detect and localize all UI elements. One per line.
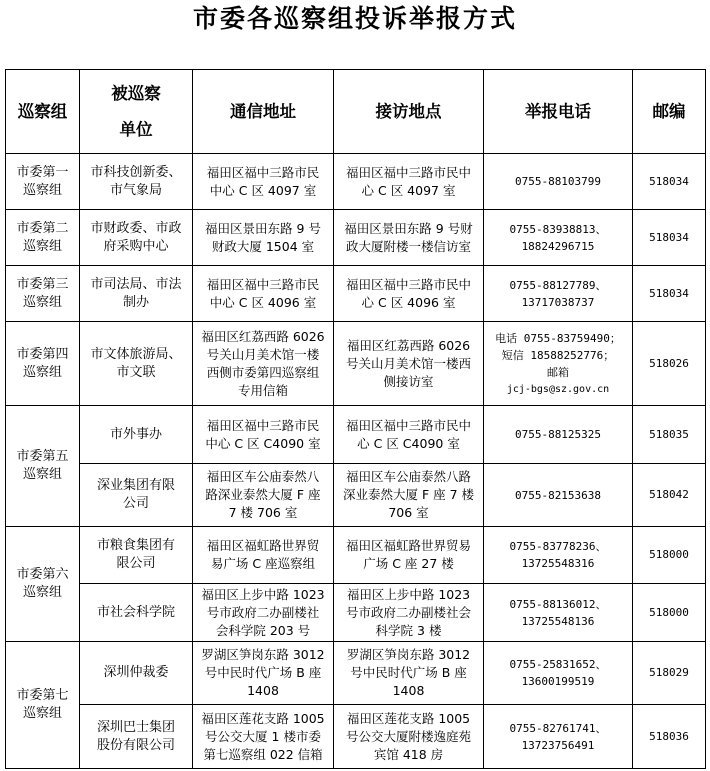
address-cell-line: 号公交大厦 1 楼市委 (205, 728, 321, 744)
table-row (6, 210, 706, 266)
phone-cell-line: 0755-25831652、 (509, 658, 607, 671)
zip-cell: 518034 (633, 210, 706, 266)
address-cell-line: 第七巡察组 022 信箱 (203, 746, 323, 762)
visit-location-cell (334, 464, 484, 527)
address-cell (193, 322, 334, 406)
unit-cell (80, 584, 193, 642)
address-cell (193, 527, 334, 584)
phone-cell (484, 642, 633, 705)
unit-cell (80, 464, 193, 527)
visit-location-cell (334, 154, 484, 210)
table-row (6, 406, 706, 464)
phone-cell-line: 0755-83778236、 (509, 540, 607, 553)
group-name-cell-line: 市委第三 (16, 276, 69, 292)
group-name-cell-line: 市委第六 (16, 567, 69, 582)
visit-location-cell-line: 福田区莲花支路 1005 (346, 710, 471, 726)
visit-location-cell-line: 科学院 3 楼 (375, 622, 442, 638)
address-cell (193, 266, 334, 322)
address-cell-line: 路深业泰然大厦 F 座 (205, 487, 321, 502)
header-visit: 接访地点 (334, 70, 484, 154)
visit-location-cell-line: 心 C 区 C4090 室 (357, 435, 460, 451)
group-name-cell-line: 巡察组 (22, 294, 62, 310)
visit-location-cell-line: 福田区福中三路市民中 (345, 417, 471, 433)
visit-location-cell (334, 406, 484, 464)
table-header-row (6, 70, 706, 154)
group-name-cell-line: 巡察组 (22, 706, 62, 721)
phone-cell-line: 0755-88136012、 (509, 597, 607, 611)
unit-cell-line: 市气象局 (109, 182, 162, 198)
table-row (6, 266, 706, 322)
visit-location-cell-line: 心 C 区 4096 室 (361, 294, 456, 310)
address-cell-line: 1408 (247, 683, 279, 698)
visit-location-cell-line: 1408 (392, 683, 425, 698)
visit-location-cell (334, 527, 484, 584)
visit-location-cell (334, 210, 484, 266)
group-name-cell (6, 527, 80, 642)
unit-cell-line: 限公司 (116, 556, 156, 571)
zip-cell: 518035 (633, 406, 706, 464)
address-cell-line: 号中民时代广场 B 座 (204, 665, 322, 680)
unit-cell-line: 深圳巴士集团 (96, 719, 175, 735)
phone-cell (484, 527, 633, 584)
visit-location-cell-line: 号关山月美术馆一楼西 (345, 355, 471, 371)
header-phone: 举报电话 (484, 70, 633, 154)
address-cell-line: 福田区福虹路世界贸 (206, 538, 320, 553)
unit-cell (80, 210, 193, 266)
visit-location-cell (334, 705, 484, 769)
header-unit-line: 单位 (119, 119, 153, 139)
address-cell-line: 福田区上步中路 1023 (201, 586, 325, 602)
address-cell-line: 中心 C 区 4096 室 (209, 294, 317, 310)
address-cell (193, 584, 334, 642)
visit-location-cell-line: 号市政府二办副楼社会 (345, 604, 471, 620)
address-cell-line: 福田区车公庙泰然八 (206, 469, 320, 484)
phone-cell-line: 0755-88127789、 (509, 278, 607, 292)
visit-location-cell-line: 福田区上步中路 1023 (346, 586, 471, 602)
address-cell (193, 406, 334, 464)
visit-location-cell (334, 584, 484, 642)
phone-cell-line: 13725548136 (521, 614, 595, 628)
zip-cell: 518026 (633, 322, 706, 406)
zip-cell: 518034 (633, 266, 706, 322)
phone-cell (484, 266, 633, 322)
phone-cell (484, 406, 633, 464)
group-name-cell-line: 巡察组 (22, 238, 62, 254)
table-body (6, 154, 706, 769)
phone-cell (484, 464, 633, 527)
unit-cell-line: 市文联 (116, 364, 156, 380)
address-cell-line: 福田区福中三路市民 (206, 276, 320, 292)
zip-cell: 518000 (633, 584, 706, 642)
phone-cell-line: 13717038737 (521, 295, 595, 309)
unit-cell (80, 154, 193, 210)
visit-location-cell-line: 政大厦附楼一楼信访室 (345, 238, 471, 254)
unit-cell-line: 市外事办 (109, 426, 162, 442)
group-name-cell-line: 巡察组 (22, 585, 62, 600)
visit-location-cell-line: 福田区景田东路 9 号财 (344, 220, 473, 236)
address-cell-line: 中心 C 区 4097 室 (209, 182, 317, 198)
visit-location-cell-line: 号中民时代广场 B 座 (350, 665, 467, 680)
phone-cell-line: 0755-88103799 (514, 175, 602, 188)
address-cell-line: 福田区莲花支路 1005 (201, 710, 325, 726)
address-cell-line: 福田区景田东路 9 号 (205, 220, 321, 236)
visit-location-cell-line: 宾馆 418 房 (373, 746, 444, 762)
phone-cell-line: 13725548316 (521, 557, 595, 570)
unit-cell-line: 市科技创新委、 (90, 164, 182, 180)
unit-cell-line: 制办 (122, 294, 149, 310)
address-cell-line: 号市政府二办副楼社 (206, 604, 320, 620)
unit-cell-line: 市财政委、市政 (90, 220, 182, 236)
unit-cell-line: 股份有限公司 (96, 737, 175, 753)
group-name-cell (6, 210, 80, 266)
phone-cell (484, 705, 633, 769)
group-name-cell (6, 266, 80, 322)
phone-cell-line: 邮箱 (547, 365, 569, 379)
visit-location-cell-line: 号公交大厦附楼逸庭苑 (345, 728, 471, 744)
group-name-cell-line: 巡察组 (22, 467, 62, 482)
table-row (6, 642, 706, 705)
address-cell (193, 210, 334, 266)
visit-location-cell-line: 广场 C 座 27 楼 (363, 556, 454, 571)
visit-location-cell-line: 福田区福中三路市民中 (345, 164, 471, 180)
zip-cell: 518029 (633, 642, 706, 705)
address-cell-line: 会科学院 203 号 (215, 622, 311, 638)
address-cell-line: 福田区福中三路市民 (206, 417, 320, 433)
address-cell-line: 号关山月美术馆一楼 (206, 346, 320, 362)
address-cell-line: 中心 C 区 C4090 室 (205, 435, 321, 451)
header-address: 通信地址 (193, 70, 334, 154)
address-cell-line: 福田区红荔西路 6026 (201, 328, 325, 344)
address-cell (193, 705, 334, 769)
visit-location-cell (334, 266, 484, 322)
unit-cell-line: 府采购中心 (103, 238, 169, 254)
unit-cell (80, 642, 193, 705)
zip-cell: 518000 (633, 527, 706, 584)
inspection-contact-table (5, 69, 706, 769)
address-cell-line: 罗湖区笋岗东路 3012 (201, 647, 325, 662)
zip-cell: 518042 (633, 464, 706, 527)
address-cell-line: 专用信箱 (237, 382, 288, 398)
group-name-cell-line: 市委第四 (16, 346, 69, 362)
group-name-cell-line: 市委第一 (16, 164, 69, 180)
visit-location-cell-line: 心 C 区 4097 室 (361, 182, 456, 198)
visit-location-cell-line: 深业泰然大厦 F 座 7 楼 (342, 487, 475, 502)
page-title: 市委各巡察组投诉举报方式 (192, 4, 517, 33)
header-unit-line: 被巡察 (111, 83, 161, 103)
unit-cell (80, 266, 193, 322)
unit-cell-line: 公司 (122, 496, 149, 511)
phone-cell (484, 154, 633, 210)
address-cell-line: 7 楼 706 室 (228, 505, 298, 520)
table-row (6, 527, 706, 584)
email-address: jcj-bgs@sz.gov.cn (506, 383, 610, 395)
phone-cell (484, 210, 633, 266)
visit-location-cell-line: 罗湖区笋岗东路 3012 (346, 647, 471, 662)
visit-location-cell-line: 侧接访室 (383, 373, 434, 389)
visit-location-cell-line: 福田区福中三路市民中 (345, 276, 471, 292)
table-row (6, 322, 706, 406)
address-cell-line: 易广场 C 座巡察组 (210, 556, 316, 571)
address-cell-line: 西侧市委第四巡察组 (206, 364, 320, 380)
unit-cell (80, 705, 193, 769)
unit-cell-line: 市粮食集团有 (96, 538, 175, 553)
visit-location-cell-line: 福田区车公庙泰然八路 (345, 469, 471, 484)
address-cell (193, 464, 334, 527)
unit-cell-line: 市文体旅游局、 (90, 346, 182, 362)
group-name-cell-line: 市委第七 (16, 688, 69, 703)
group-name-cell (6, 154, 80, 210)
visit-location-cell (334, 322, 484, 406)
table-row (6, 464, 706, 527)
visit-location-cell-line: 福田区福虹路世界贸易 (345, 538, 471, 553)
phone-cell-line: 18824296715 (521, 239, 595, 253)
group-name-cell-line: 巡察组 (22, 182, 62, 198)
group-name-cell-line: 市委第二 (16, 220, 69, 236)
phone-cell-line: 13723756491 (521, 738, 595, 752)
table-row (6, 705, 706, 769)
unit-cell-line: 市司法局、市法 (90, 276, 182, 292)
group-name-cell (6, 642, 80, 769)
group-name-cell-line: 巡察组 (22, 364, 62, 380)
phone-cell-line: 电话 0755-83759490； (495, 331, 621, 345)
phone-cell-line: 0755-82761741、 (509, 721, 607, 735)
phone-cell-line: 0755-83938813、 (509, 222, 607, 236)
group-name-cell-line: 市委第五 (16, 449, 69, 464)
unit-cell (80, 527, 193, 584)
group-name-cell (6, 406, 80, 527)
unit-cell (80, 406, 193, 464)
phone-cell (484, 322, 633, 406)
unit-cell (80, 322, 193, 406)
zip-cell: 518034 (633, 154, 706, 210)
phone-cell-line: 短信 18588252776； (501, 348, 615, 362)
group-name-cell (6, 322, 80, 406)
address-cell-line: 福田区福中三路市民 (206, 164, 320, 180)
visit-location-cell-line: 706 室 (388, 505, 429, 520)
header-zip: 邮编 (633, 70, 706, 154)
zip-cell: 518036 (633, 705, 706, 769)
header-unit (80, 70, 193, 154)
address-cell (193, 154, 334, 210)
table-row (6, 154, 706, 210)
address-cell-line: 财政大厦 1504 室 (211, 238, 315, 254)
phone-cell-line: 0755-88125325 (514, 428, 602, 441)
phone-cell-line: 13600199519 (521, 675, 595, 688)
unit-cell-line: 市社会科学院 (96, 604, 175, 620)
table-row (6, 584, 706, 642)
visit-location-cell-line: 福田区红荔西路 6026 (346, 337, 471, 353)
phone-cell-line: 0755-82153638 (514, 488, 602, 502)
address-cell (193, 642, 334, 705)
visit-location-cell (334, 642, 484, 705)
header-group: 巡察组 (6, 70, 80, 154)
unit-cell-line: 深业集团有限 (96, 478, 175, 493)
phone-cell (484, 584, 633, 642)
unit-cell-line: 深圳仲裁委 (103, 665, 169, 680)
